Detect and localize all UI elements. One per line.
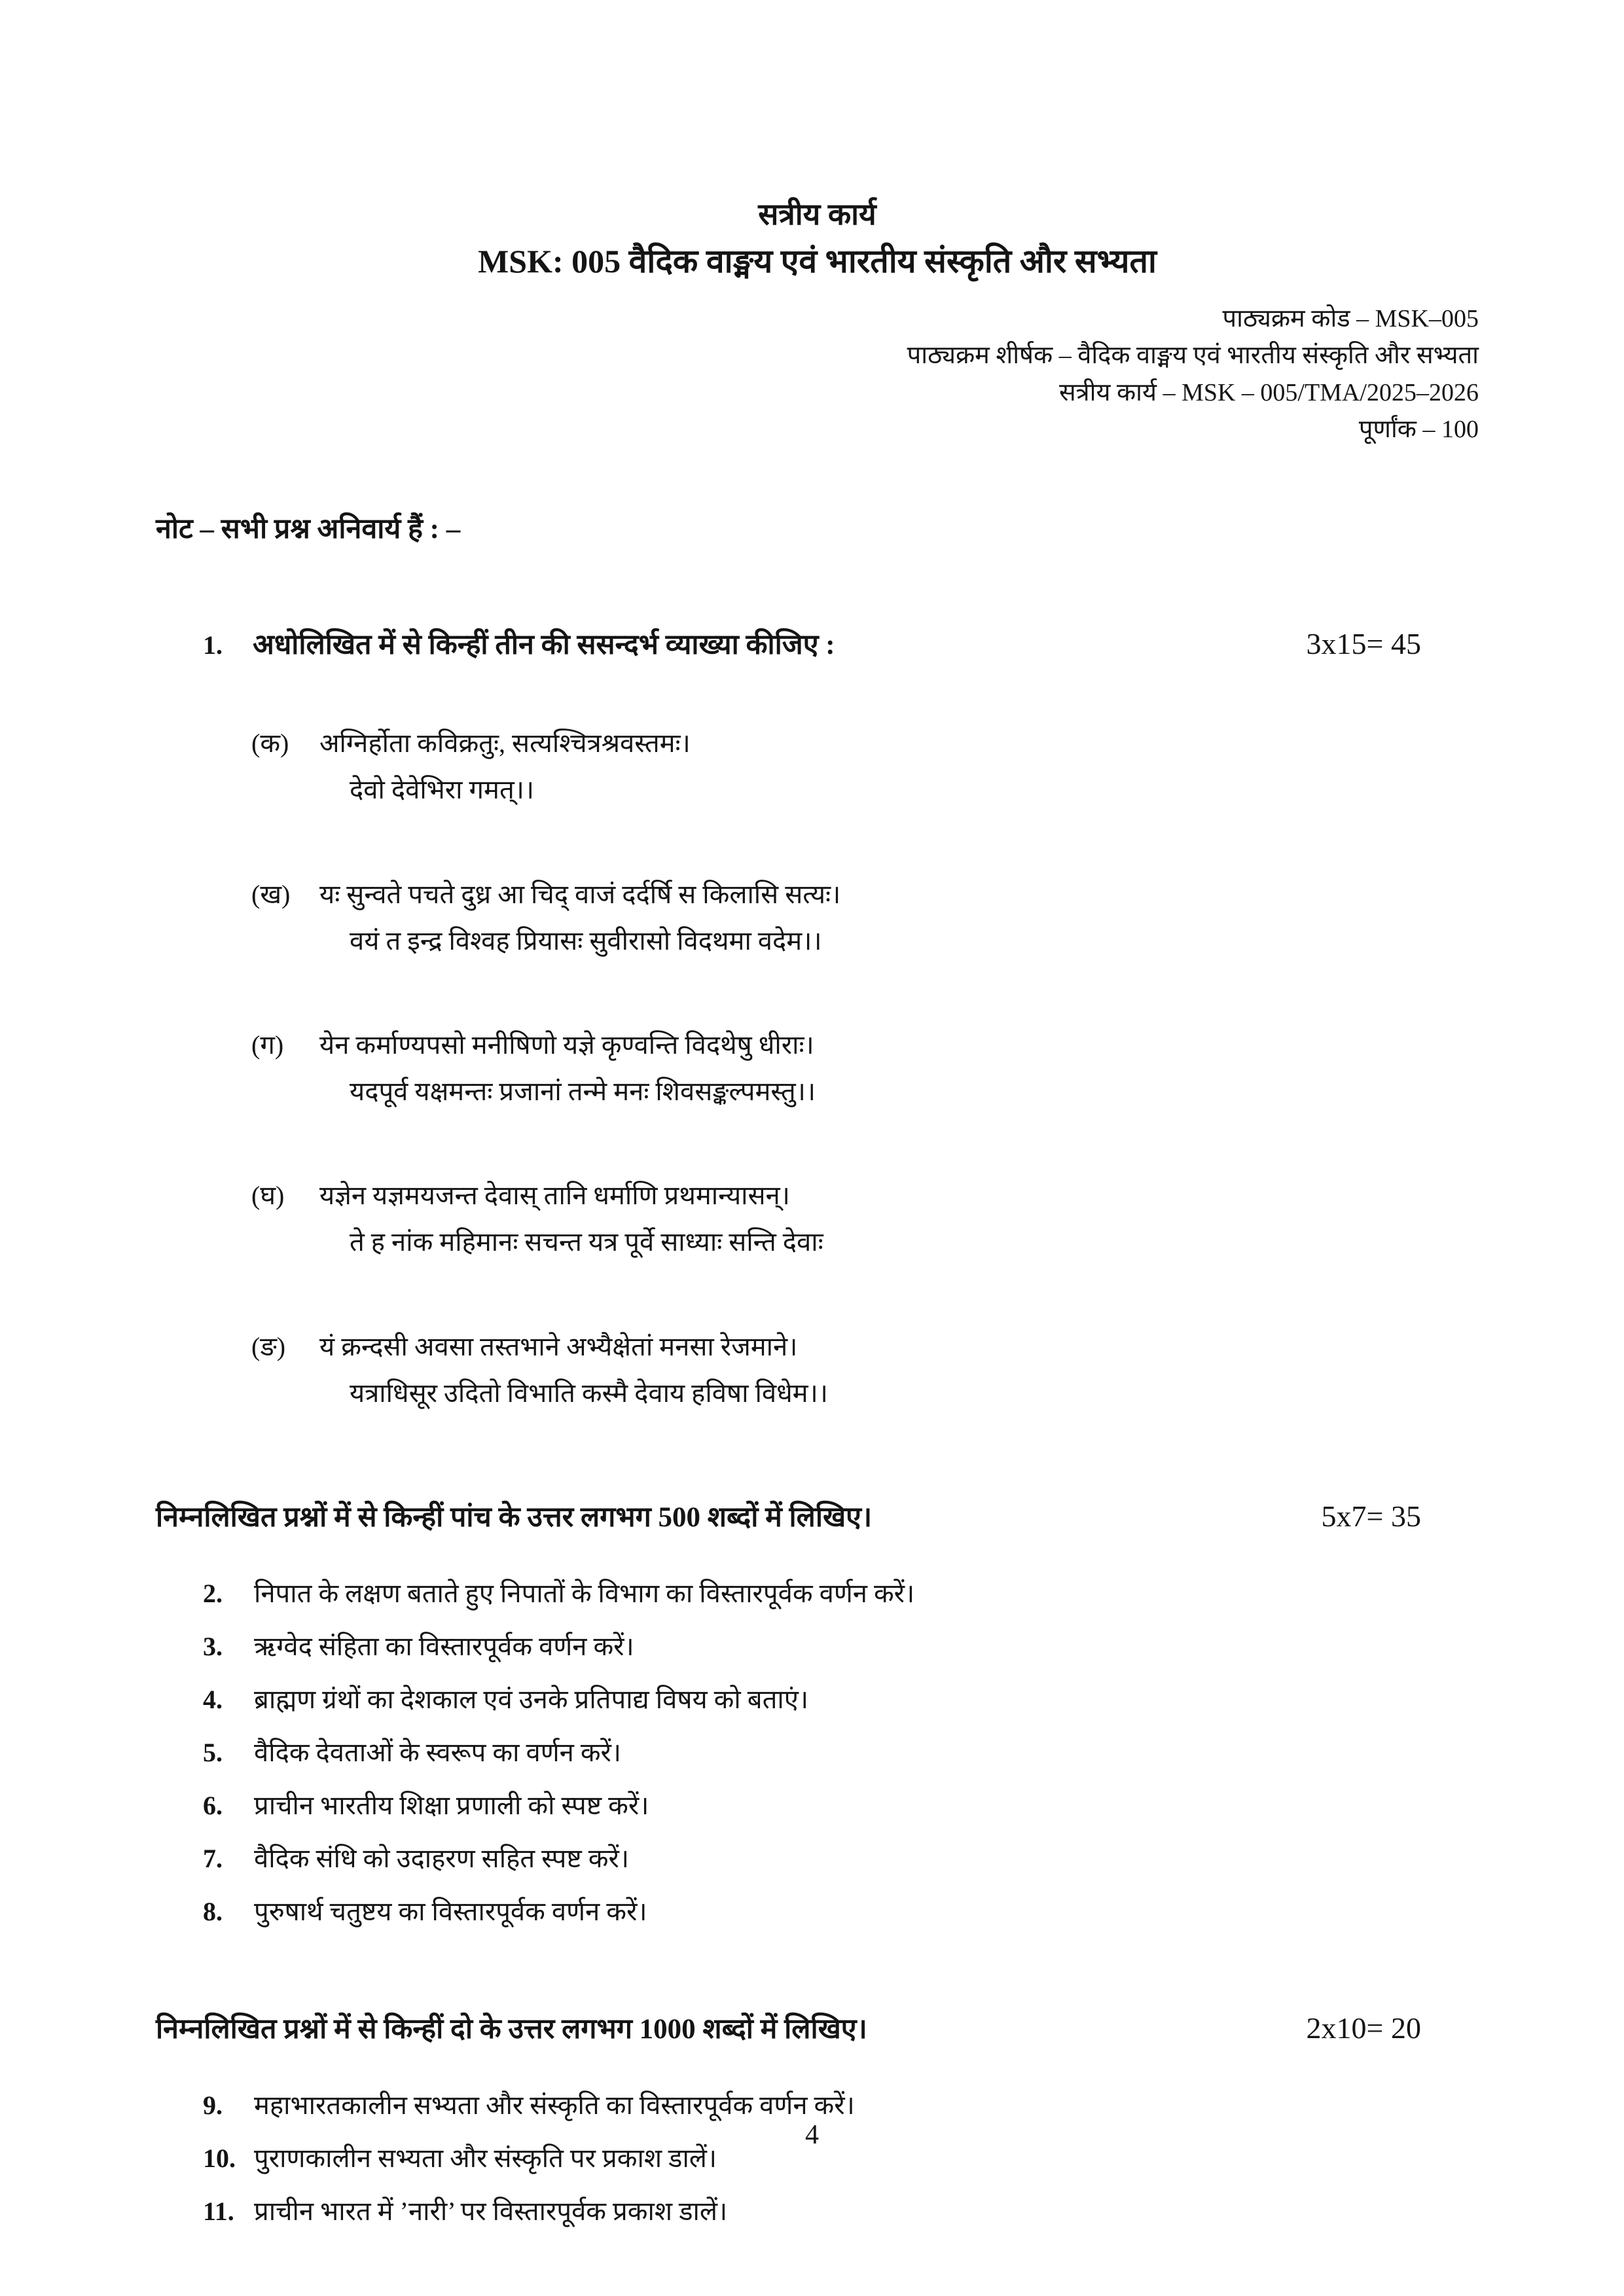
verse-ga-line-2: यदपूर्व यक्षमन्तः प्रजानां तन्मे मनः शिवसङ्कल्पमस्तु।। (350, 1077, 816, 1107)
verse-nga-label: (ङ) (251, 1331, 286, 1361)
question-10-number: 10. (203, 2144, 236, 2173)
question-2-number: 2. (203, 1579, 223, 1608)
verse-ga-text (319, 1022, 1479, 1115)
verse-nga-text (319, 1323, 1479, 1416)
header-meta (156, 300, 1479, 448)
meta-total-marks: पूर्णांक – 100 (1358, 415, 1479, 443)
course-title: MSK: 005 वैदिक वाङ्मय एवं भारतीय संस्कृति और सभ्यता (478, 243, 1157, 280)
section-3-question-list (156, 2086, 1479, 2228)
section-3-marks: 2x10= 20 (1306, 2011, 1421, 2045)
verse-ga-label: (ग) (251, 1030, 284, 1060)
question-8 (156, 1892, 1479, 1928)
verse-ka-line-2: देवो देवेभिरा गमत्।। (350, 775, 535, 805)
verse-gha-label: (घ) (251, 1181, 285, 1211)
question-9-text: महाभारतकालीन सभ्यता और संस्कृति का विस्तारपूर्वक वर्णन करें। (254, 2090, 855, 2120)
question-9 (156, 2086, 1479, 2122)
section-3-heading: निम्नलिखित प्रश्नों में से किन्हीं दो के उत्तर लगभग 1000 शब्दों में लिखिए। (156, 2014, 867, 2045)
verse-ga-line-1: येन कर्माण्यपसो मनीषिणो यज्ञे कृण्वन्ति विदथेषु धीराः। (319, 1030, 814, 1060)
question-8-text: पुरुषार्थ चतुष्टय का विस्तारपूर्वक वर्णन करें। (254, 1897, 647, 1926)
note-line: नोट – सभी प्रश्न अनिवार्य हैं : – (156, 514, 461, 545)
section-1-marks: 3x15= 45 (1306, 627, 1421, 661)
section-2-marks: 5x7= 35 (1321, 1499, 1421, 1533)
question-4 (156, 1680, 1479, 1716)
question-10-text: पुराणकालीन सभ्यता और संस्कृति पर प्रकाश डालें। (254, 2144, 717, 2173)
verse-kha (156, 871, 1479, 964)
question-7-number: 7. (203, 1844, 223, 1873)
verse-ka-label: (क) (251, 728, 289, 759)
question-7 (156, 1839, 1479, 1875)
verse-gha (156, 1172, 1479, 1265)
question-3 (156, 1627, 1479, 1663)
section-2-question-list (156, 1574, 1479, 1928)
meta-course-code: पाठ्यक्रम कोड – MSK–005 (1222, 305, 1479, 333)
verse-gha-line-2: ते ह नांक महिमानः सचन्त यत्र पूर्वे साध्याः सन्ति देवाः (350, 1227, 823, 1257)
question-1-row (156, 624, 1479, 662)
verse-ka-text (319, 720, 1479, 813)
question-5-number: 5. (203, 1738, 223, 1767)
question-3-text: ऋग्वेद संहिता का विस्तारपूर्वक वर्णन करें। (254, 1632, 634, 1661)
verse-gha-line-1: यज्ञेन यज्ञमयजन्त देवास् तानि धर्माणि प्रथमान्यासन्। (319, 1181, 790, 1211)
page-title: सत्रीय कार्य (758, 198, 876, 231)
page-number: 4 (805, 2120, 819, 2150)
meta-assignment-code: सत्रीय कार्य – MSK – 005/TMA/2025–2026 (1058, 378, 1479, 406)
verse-kha-line-2: वयं त इन्द्र विश्वह प्रियासः सुवीरासो विदथमा वदेम।। (350, 925, 822, 956)
question-2 (156, 1574, 1479, 1610)
question-5 (156, 1733, 1479, 1769)
section-3-heading-row (156, 2008, 1479, 2047)
verse-gha-text (319, 1172, 1479, 1265)
question-7-text: वैदिक संधि को उदाहरण सहित स्पष्ट करें। (254, 1844, 629, 1873)
verse-kha-line-1: यः सुन्वते पचते दुध्र आ चिद् वाजं दर्दर्षि स किलासि सत्यः। (319, 879, 841, 909)
question-6 (156, 1786, 1479, 1822)
question-6-text: प्राचीन भारतीय शिक्षा प्रणाली को स्पष्ट करें। (254, 1791, 649, 1820)
question-11-text: प्राचीन भारत में ’नारी’ पर विस्तारपूर्वक प्रकाश डालें। (254, 2197, 728, 2226)
question-6-number: 6. (203, 1791, 223, 1820)
section-2-heading: निम्नलिखित प्रश्नों में से किन्हीं पांच के उत्तर लगभग 500 शब्दों में लिखिए। (156, 1502, 873, 1533)
verse-nga-line-2: यत्राधिसूर उदितो विभाति कस्मै देवाय हविषा विधेम।। (350, 1378, 828, 1408)
verse-kha-text (319, 871, 1479, 964)
question-1-number: 1. (203, 630, 223, 660)
verse-nga (156, 1323, 1479, 1416)
question-4-text: ब्राह्मण ग्रंथों का देशकाल एवं उनके प्रतिपाद्य विषय को बताएं। (254, 1685, 809, 1714)
question-2-text: निपात के लक्षण बताते हुए निपातों के विभाग का विस्तारपूर्वक वर्णन करें। (254, 1579, 915, 1608)
question-9-number: 9. (203, 2090, 223, 2120)
verse-ka-line-1: अग्निर्होता कविक्रतुः, सत्यश्चित्रश्रवस्तमः। (319, 728, 691, 759)
verse-nga-line-1: यं क्रन्दसी अवसा तस्तभाने अभ्यैक्षेतां मनसा रेजमाने। (319, 1331, 798, 1361)
question-11 (156, 2192, 1479, 2228)
meta-course-title: पाठ्यक्रम शीर्षक – वैदिक वाङ्मय एवं भारतीय संस्कृति और सभ्यता (907, 342, 1479, 370)
verse-kha-label: (ख) (251, 879, 291, 909)
question-1-heading: अधोलिखित में से किन्हीं तीन की ससन्दर्भ व्याख्या कीजिए : (253, 630, 835, 661)
question-11-number: 11. (203, 2197, 234, 2226)
question-8-number: 8. (203, 1897, 223, 1926)
verse-ga (156, 1022, 1479, 1115)
section-2-heading-row (156, 1496, 1479, 1535)
verse-ka (156, 720, 1479, 813)
question-5-text: वैदिक देवताओं के स्वरूप का वर्णन करें। (254, 1738, 622, 1767)
page-content (156, 196, 1479, 2228)
question-3-number: 3. (203, 1632, 223, 1661)
question-4-number: 4. (203, 1685, 223, 1714)
